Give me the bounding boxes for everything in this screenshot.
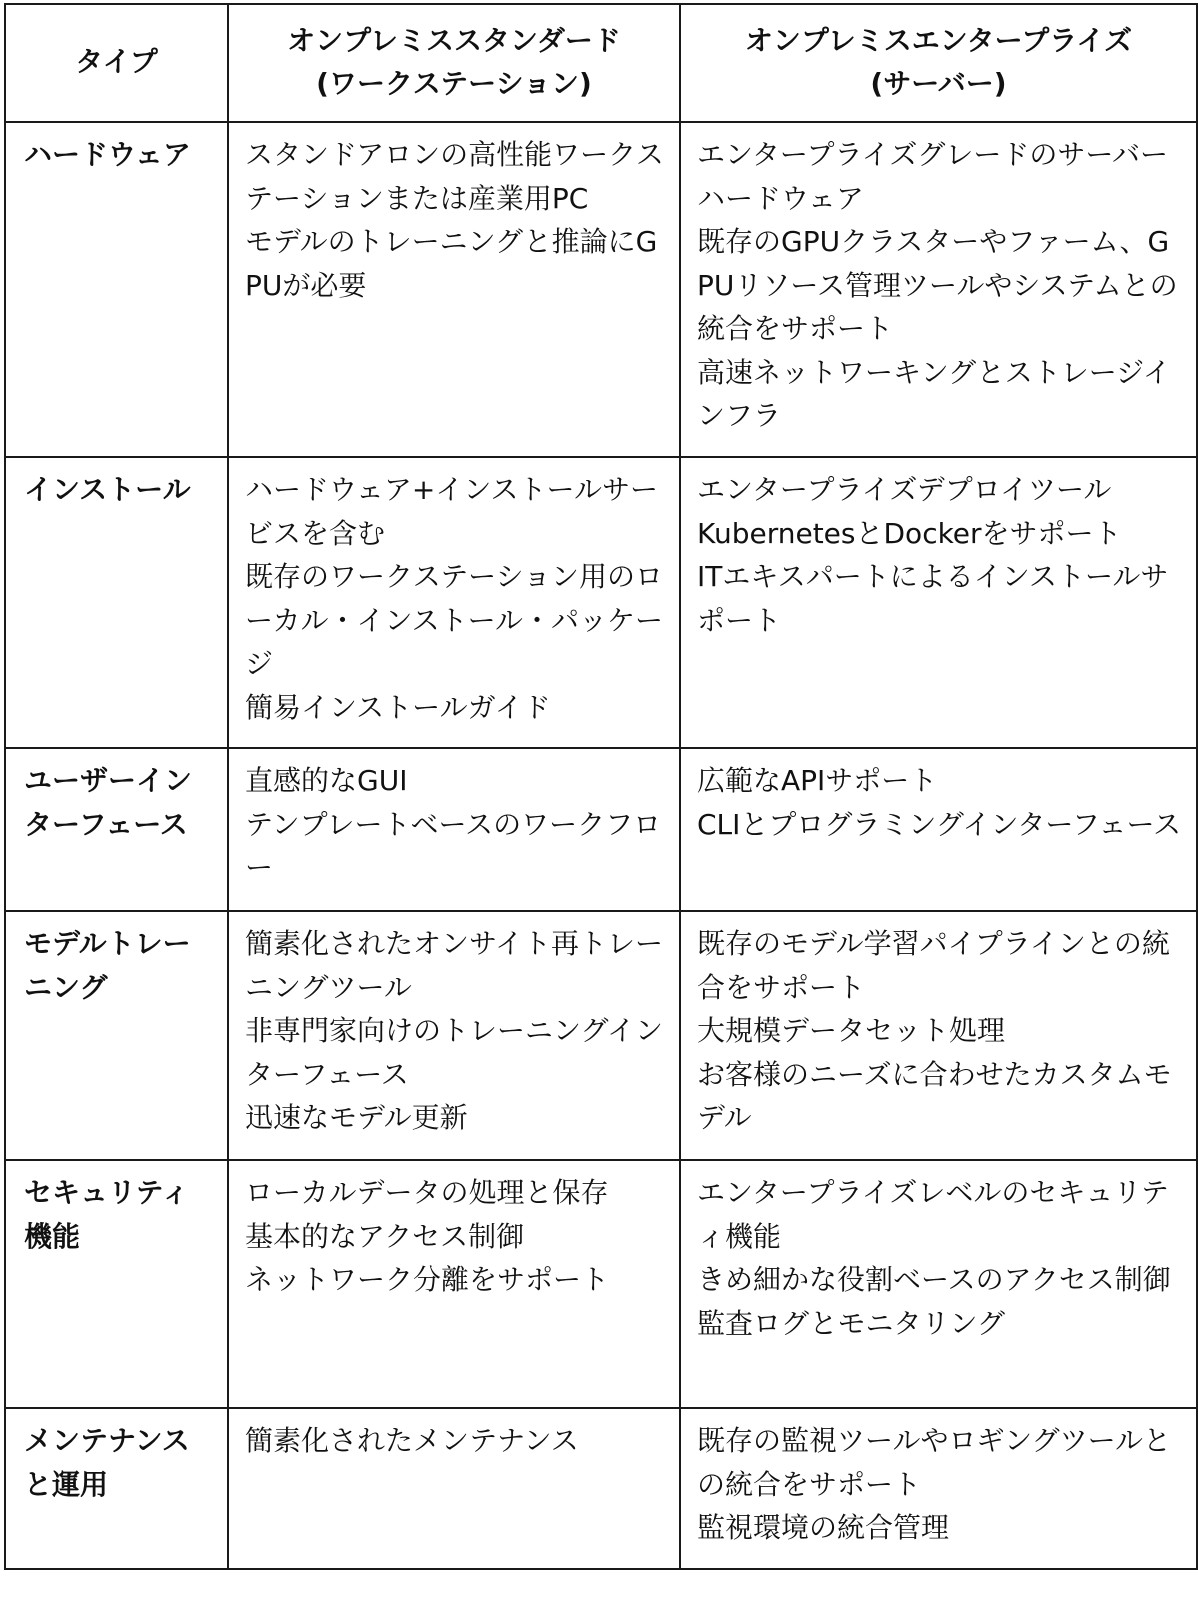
enterprise-cell — [680, 457, 1197, 748]
type-cell — [5, 1160, 228, 1408]
cell-line: 既存のワークステーション用のローカル・インストール・パッケージ — [245, 560, 664, 680]
cell-line: きめ細かな役割ベースのアクセス制御 — [697, 1263, 1171, 1296]
cell-line: ITエキスパートによるインストールサポート — [697, 560, 1169, 637]
cell-line: CLIとプログラミングインターフェース — [697, 807, 1182, 841]
cell-line: 既存のGPUクラスターやファーム、GPUリソース管理ツールやシステムとの統合をサポート — [697, 225, 1178, 345]
table-row — [5, 1160, 1197, 1408]
comparison-table-container — [4, 3, 1196, 1570]
cell-line: 簡素化されたメンテナンス — [245, 1424, 579, 1457]
cell-line: 既存のモデル学習パイプラインとの統合をサポート — [697, 927, 1170, 1004]
cell-line: 広範なAPIサポート — [697, 764, 938, 797]
standard-cell — [228, 457, 680, 748]
header-row — [5, 4, 1197, 122]
cell-line: スタンドアロンの高性能ワークステーションまたは産業用PC — [245, 138, 664, 215]
type-cell — [5, 457, 228, 748]
table-row — [5, 457, 1197, 748]
cell-line: 非専門家向けのトレーニングインターフェース — [245, 1014, 664, 1091]
type-label: メンテナンスと運用 — [24, 1424, 190, 1501]
type-label: ハードウェア — [24, 138, 191, 171]
cell-line: エンタープライズデプロイツール — [697, 473, 1112, 506]
header-enterprise-line: オンプレミスエンタープライズ — [744, 23, 1133, 57]
enterprise-cell — [680, 122, 1197, 457]
table-row — [5, 122, 1197, 457]
standard-cell — [228, 911, 680, 1160]
comparison-table — [4, 3, 1198, 1570]
cell-line: 監視環境の統合管理 — [697, 1511, 950, 1544]
header-type-label: タイプ — [75, 45, 158, 79]
cell-line: 既存の監視ツールやロギングツールとの統合をサポート — [697, 1424, 1172, 1501]
table-row — [5, 748, 1197, 911]
type-label: セキュリティ機能 — [24, 1176, 190, 1253]
standard-cell — [228, 748, 680, 911]
standard-cell — [228, 1160, 680, 1408]
type-cell — [5, 911, 228, 1160]
cell-line: エンタープライズグレードのサーバーハードウェア — [697, 138, 1168, 215]
header-enterprise-subline: (サーバー) — [870, 67, 1007, 100]
cell-line: お客様のニーズに合わせたカスタムモデル — [697, 1057, 1172, 1134]
cell-line: 直感的なGUI — [245, 764, 408, 797]
cell-line: 簡素化されたオンサイト再トレーニングツール — [245, 927, 664, 1004]
enterprise-cell — [680, 1160, 1197, 1408]
cell-line: 大規模データセット処理 — [697, 1014, 1006, 1047]
type-cell — [5, 122, 228, 457]
enterprise-cell — [680, 911, 1197, 1160]
header-enterprise — [680, 4, 1197, 122]
cell-line: 高速ネットワーキングとストレージインフラ — [697, 355, 1171, 432]
table-row — [5, 1408, 1197, 1569]
type-label: ユーザーインターフェース — [24, 764, 193, 841]
cell-line: ネットワーク分離をサポート — [245, 1263, 610, 1296]
header-standard — [228, 4, 680, 122]
cell-line: KubernetesとDockerをサポート — [697, 516, 1122, 550]
cell-line: ハードウェア+インストールサービスを含む — [245, 473, 658, 550]
cell-line: 簡易インストールガイド — [245, 690, 551, 724]
cell-line: ローカルデータの処理と保存 — [245, 1176, 609, 1209]
type-cell — [5, 748, 228, 911]
enterprise-cell — [680, 748, 1197, 911]
header-standard-line: オンプレミススタンダード — [287, 23, 621, 57]
header-type — [5, 4, 228, 122]
enterprise-cell — [680, 1408, 1197, 1569]
type-cell — [5, 1408, 228, 1569]
cell-line: テンプレートベースのワークフロー — [245, 807, 662, 884]
cell-line: 基本的なアクセス制御 — [245, 1219, 525, 1253]
table-row — [5, 911, 1197, 1160]
cell-line: モデルのトレーニングと推論にGPUが必要 — [245, 225, 658, 302]
standard-cell — [228, 122, 680, 457]
cell-line: エンタープライズレベルのセキュリティ機能 — [697, 1176, 1169, 1253]
header-standard-subline: (ワークステーション) — [316, 67, 592, 100]
cell-line: 監査ログとモニタリング — [697, 1306, 1006, 1340]
type-label: モデルトレーニング — [24, 927, 191, 1004]
cell-line: 迅速なモデル更新 — [245, 1101, 468, 1134]
type-label: インストール — [24, 473, 191, 506]
standard-cell — [228, 1408, 680, 1569]
